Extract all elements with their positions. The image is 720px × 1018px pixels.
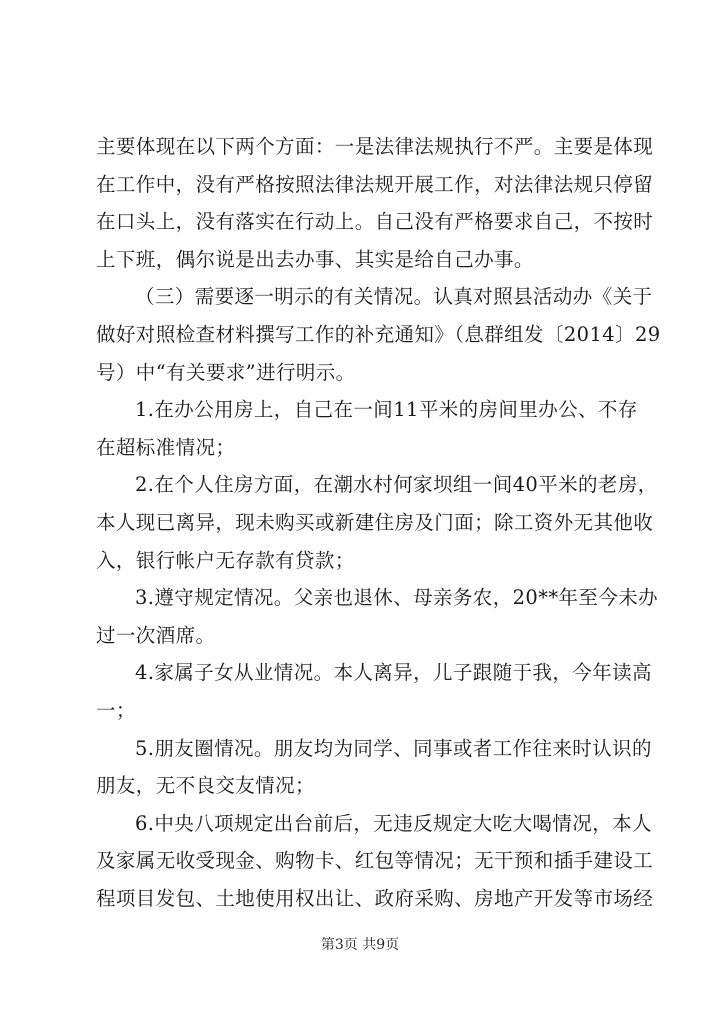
- text-line: 在超标准情况；: [96, 435, 236, 459]
- text-line: 在口头上，没有落实在行动上。自己没有严格要求自己，不按时: [96, 210, 654, 234]
- text-line: 1.在办公用房上，自己在一间11平米的房间里办公、不存: [135, 398, 638, 422]
- paragraph-item-2: [96, 466, 658, 579]
- text-line: 入，银行帐户无存款有贷款；: [96, 548, 355, 572]
- text-line: 主要体现在以下两个方面：一是法律法规执行不严。主要是体现: [96, 135, 654, 158]
- text-line: 号）中“有关要求”进行明示。: [96, 360, 356, 384]
- text-line: （三）需要逐一明示的有关情况。认真对照县活动办《关于: [135, 285, 653, 309]
- text-line: 做好对照检查材料撰写工作的补充通知》（息群组发〔2014〕29: [96, 322, 661, 346]
- paragraph-item-4: [96, 654, 652, 729]
- document-body: [96, 128, 661, 917]
- text-line: 程项目发包、土地使用权出让、政府采购、房地产开发等市场经: [96, 886, 654, 910]
- text-line: 本人现已离异，现未购买或新建住房及门面；除工资外无其他收: [96, 510, 654, 534]
- text-line: 4.家属子女从业情况。本人离异，儿子跟随于我，今年读高: [135, 661, 652, 685]
- paragraph-item-1: [96, 391, 636, 466]
- text-line: 朋友，无不良交友情况；: [96, 774, 315, 798]
- text-line: 6.中央八项规定出台前后，无违反规定大吃大喝情况，本人: [135, 811, 652, 835]
- text-line: 2.在个人住房方面，在潮水村何家坝组一间40平米的老房，: [135, 473, 658, 497]
- page-number-footer: 第3页 共9页: [320, 937, 400, 953]
- text-line: 在工作中，没有严格按照法律法规开展工作，对法律法规只停留: [96, 172, 654, 196]
- paragraph-item-6: [96, 805, 654, 918]
- paragraph-summary: [96, 128, 654, 278]
- text-line: 一；: [96, 698, 136, 722]
- text-line: 过一次酒席。: [96, 623, 216, 647]
- text-line: 上下班，偶尔说是出去办事、其实是给自己办事。: [96, 247, 534, 271]
- text-line: 3.遵守规定情况。父亲也退休、母亲务农，20**年至今未办: [135, 586, 659, 610]
- text-line: 及家属无收受现金、购物卡、红包等情况；无干预和插手建设工: [96, 849, 654, 873]
- paragraph-item-5: [96, 730, 652, 805]
- paragraph-section-3: [96, 278, 661, 391]
- paragraph-item-3: [96, 579, 659, 654]
- text-line: 5.朋友圈情况。朋友均为同学、同事或者工作往来时认识的: [135, 736, 652, 760]
